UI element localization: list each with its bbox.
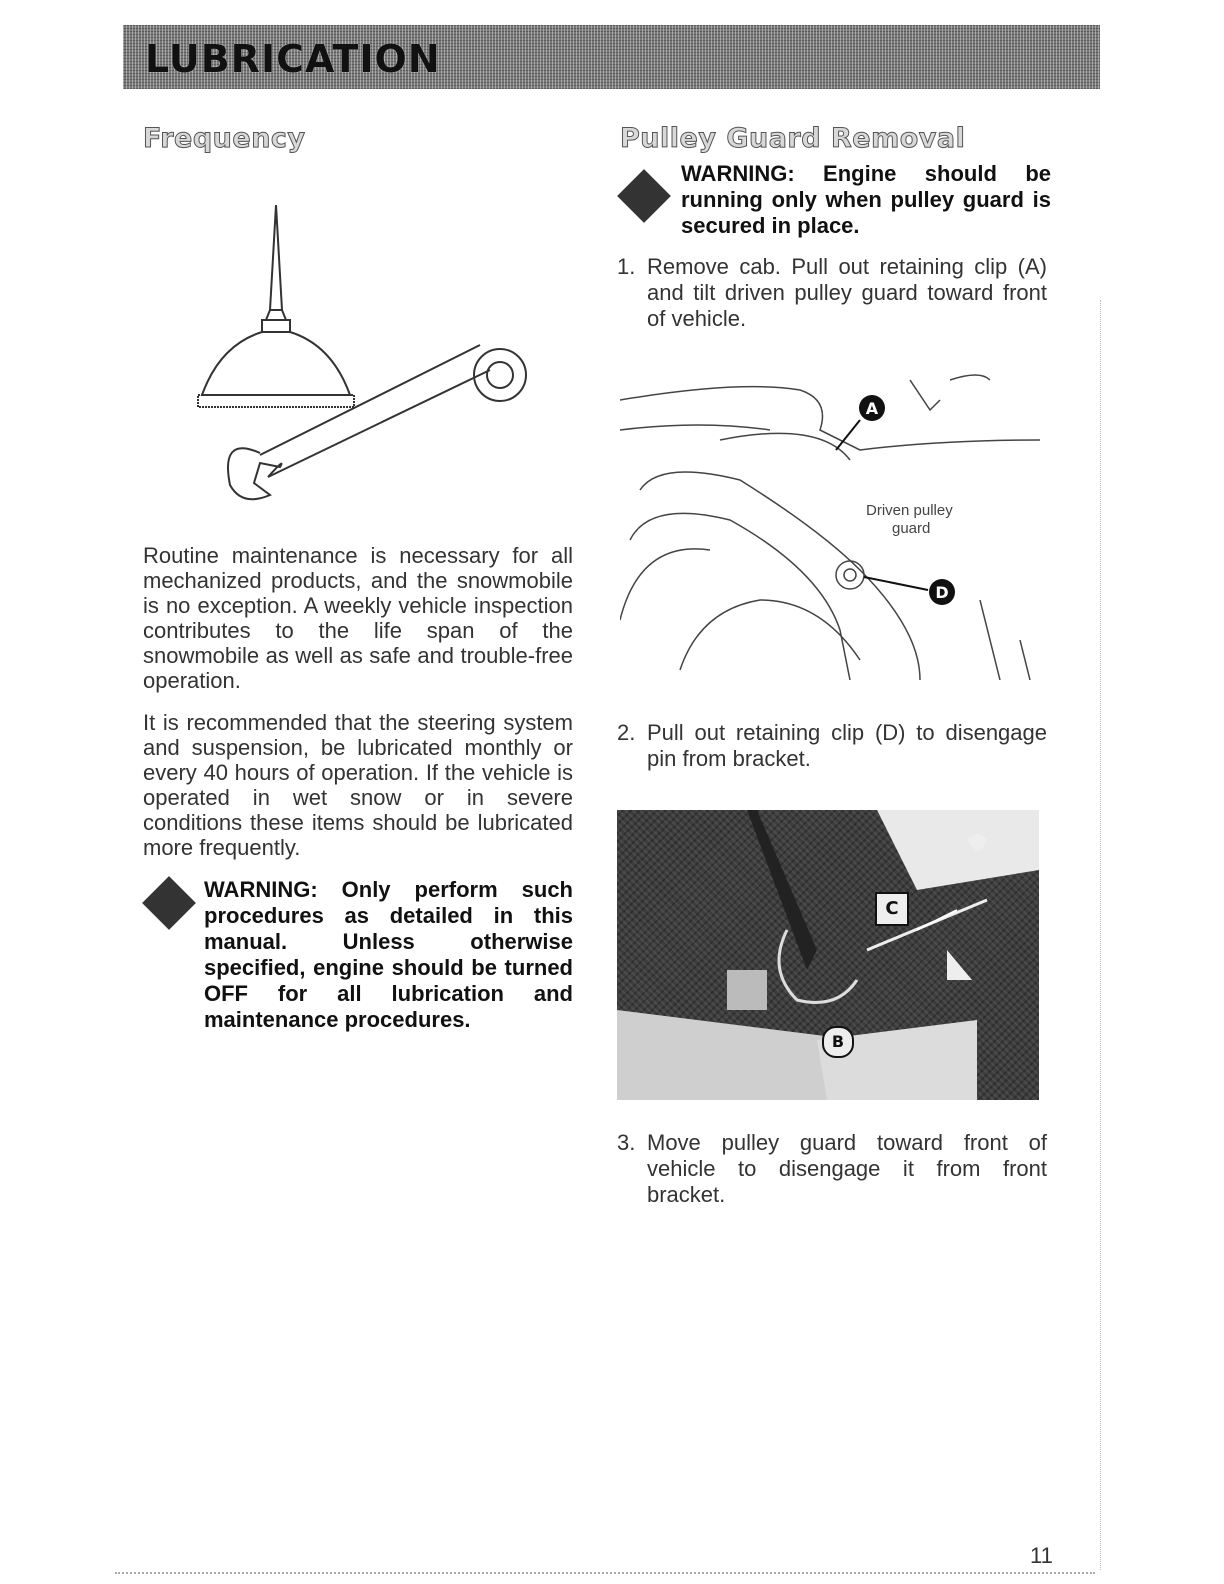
frequency-paragraph-1: Routine maintenance is necessary for all mechanized products, and the snowmobile is no exception. A weekly vehicle inspection contributes to the life span of the snowmobile as well as safe and trouble-free operation. bbox=[143, 543, 573, 693]
page-number: 11 bbox=[1030, 1543, 1053, 1568]
callout-d-marker bbox=[864, 577, 955, 605]
section-heading-pulley-guard-removal: Pulley Guard Removal bbox=[620, 123, 966, 154]
callout-b-marker: B bbox=[822, 1026, 854, 1058]
callout-c-marker: C bbox=[875, 892, 909, 926]
wrench-icon bbox=[228, 345, 526, 499]
step-number: 3. bbox=[617, 1130, 636, 1155]
step-number: 2. bbox=[617, 720, 636, 745]
section-heading-frequency: Frequency bbox=[143, 123, 306, 154]
footer-rule bbox=[115, 1572, 1095, 1574]
figure-retaining-clip-photo bbox=[617, 810, 1039, 1100]
warning-lubrication: WARNING: Only perform such procedures as detailed in this manual. Unless otherwise specified, engine should be turned OFF for all lubrication and maintenance procedures. bbox=[204, 877, 573, 1032]
warning-diamond-icon bbox=[142, 876, 196, 930]
figure-pulley-guard-drawing bbox=[620, 370, 1042, 682]
frequency-paragraph-2: It is recommended that the steering system and suspension, be lubricated monthly or every 40 hours of operation. If the vehicle is operated in wet snow or in severe conditions these items should be lubricated more frequently. bbox=[143, 710, 573, 860]
step-text: Remove cab. Pull out retaining clip (A) and tilt driven pulley guard toward front of vehicle. bbox=[647, 254, 1047, 331]
page-edge-line bbox=[1100, 300, 1101, 1570]
header-banner bbox=[123, 25, 1100, 89]
warning-engine-running: WARNING: Engine should be running only when pulley guard is secured in place. bbox=[681, 161, 1051, 238]
oil-can-icon bbox=[198, 205, 354, 407]
callout-a-marker bbox=[836, 395, 885, 450]
step-text: Move pulley guard toward front of vehicle to disengage it from front bracket. bbox=[647, 1130, 1047, 1207]
svg-text:D: D bbox=[935, 583, 949, 602]
step-number: 1. bbox=[617, 254, 636, 279]
page-title: LUBRICATION bbox=[145, 37, 441, 81]
driven-pulley-guard-label: Driven pulley bbox=[866, 502, 953, 519]
oil-can-wrench-illustration bbox=[190, 195, 530, 515]
step-text: Pull out retaining clip (D) to disengage pin from bracket. bbox=[647, 720, 1047, 771]
svg-text:A: A bbox=[865, 399, 879, 418]
driven-pulley-guard-label-2: guard bbox=[892, 520, 931, 537]
warning-diamond-icon bbox=[617, 169, 671, 223]
